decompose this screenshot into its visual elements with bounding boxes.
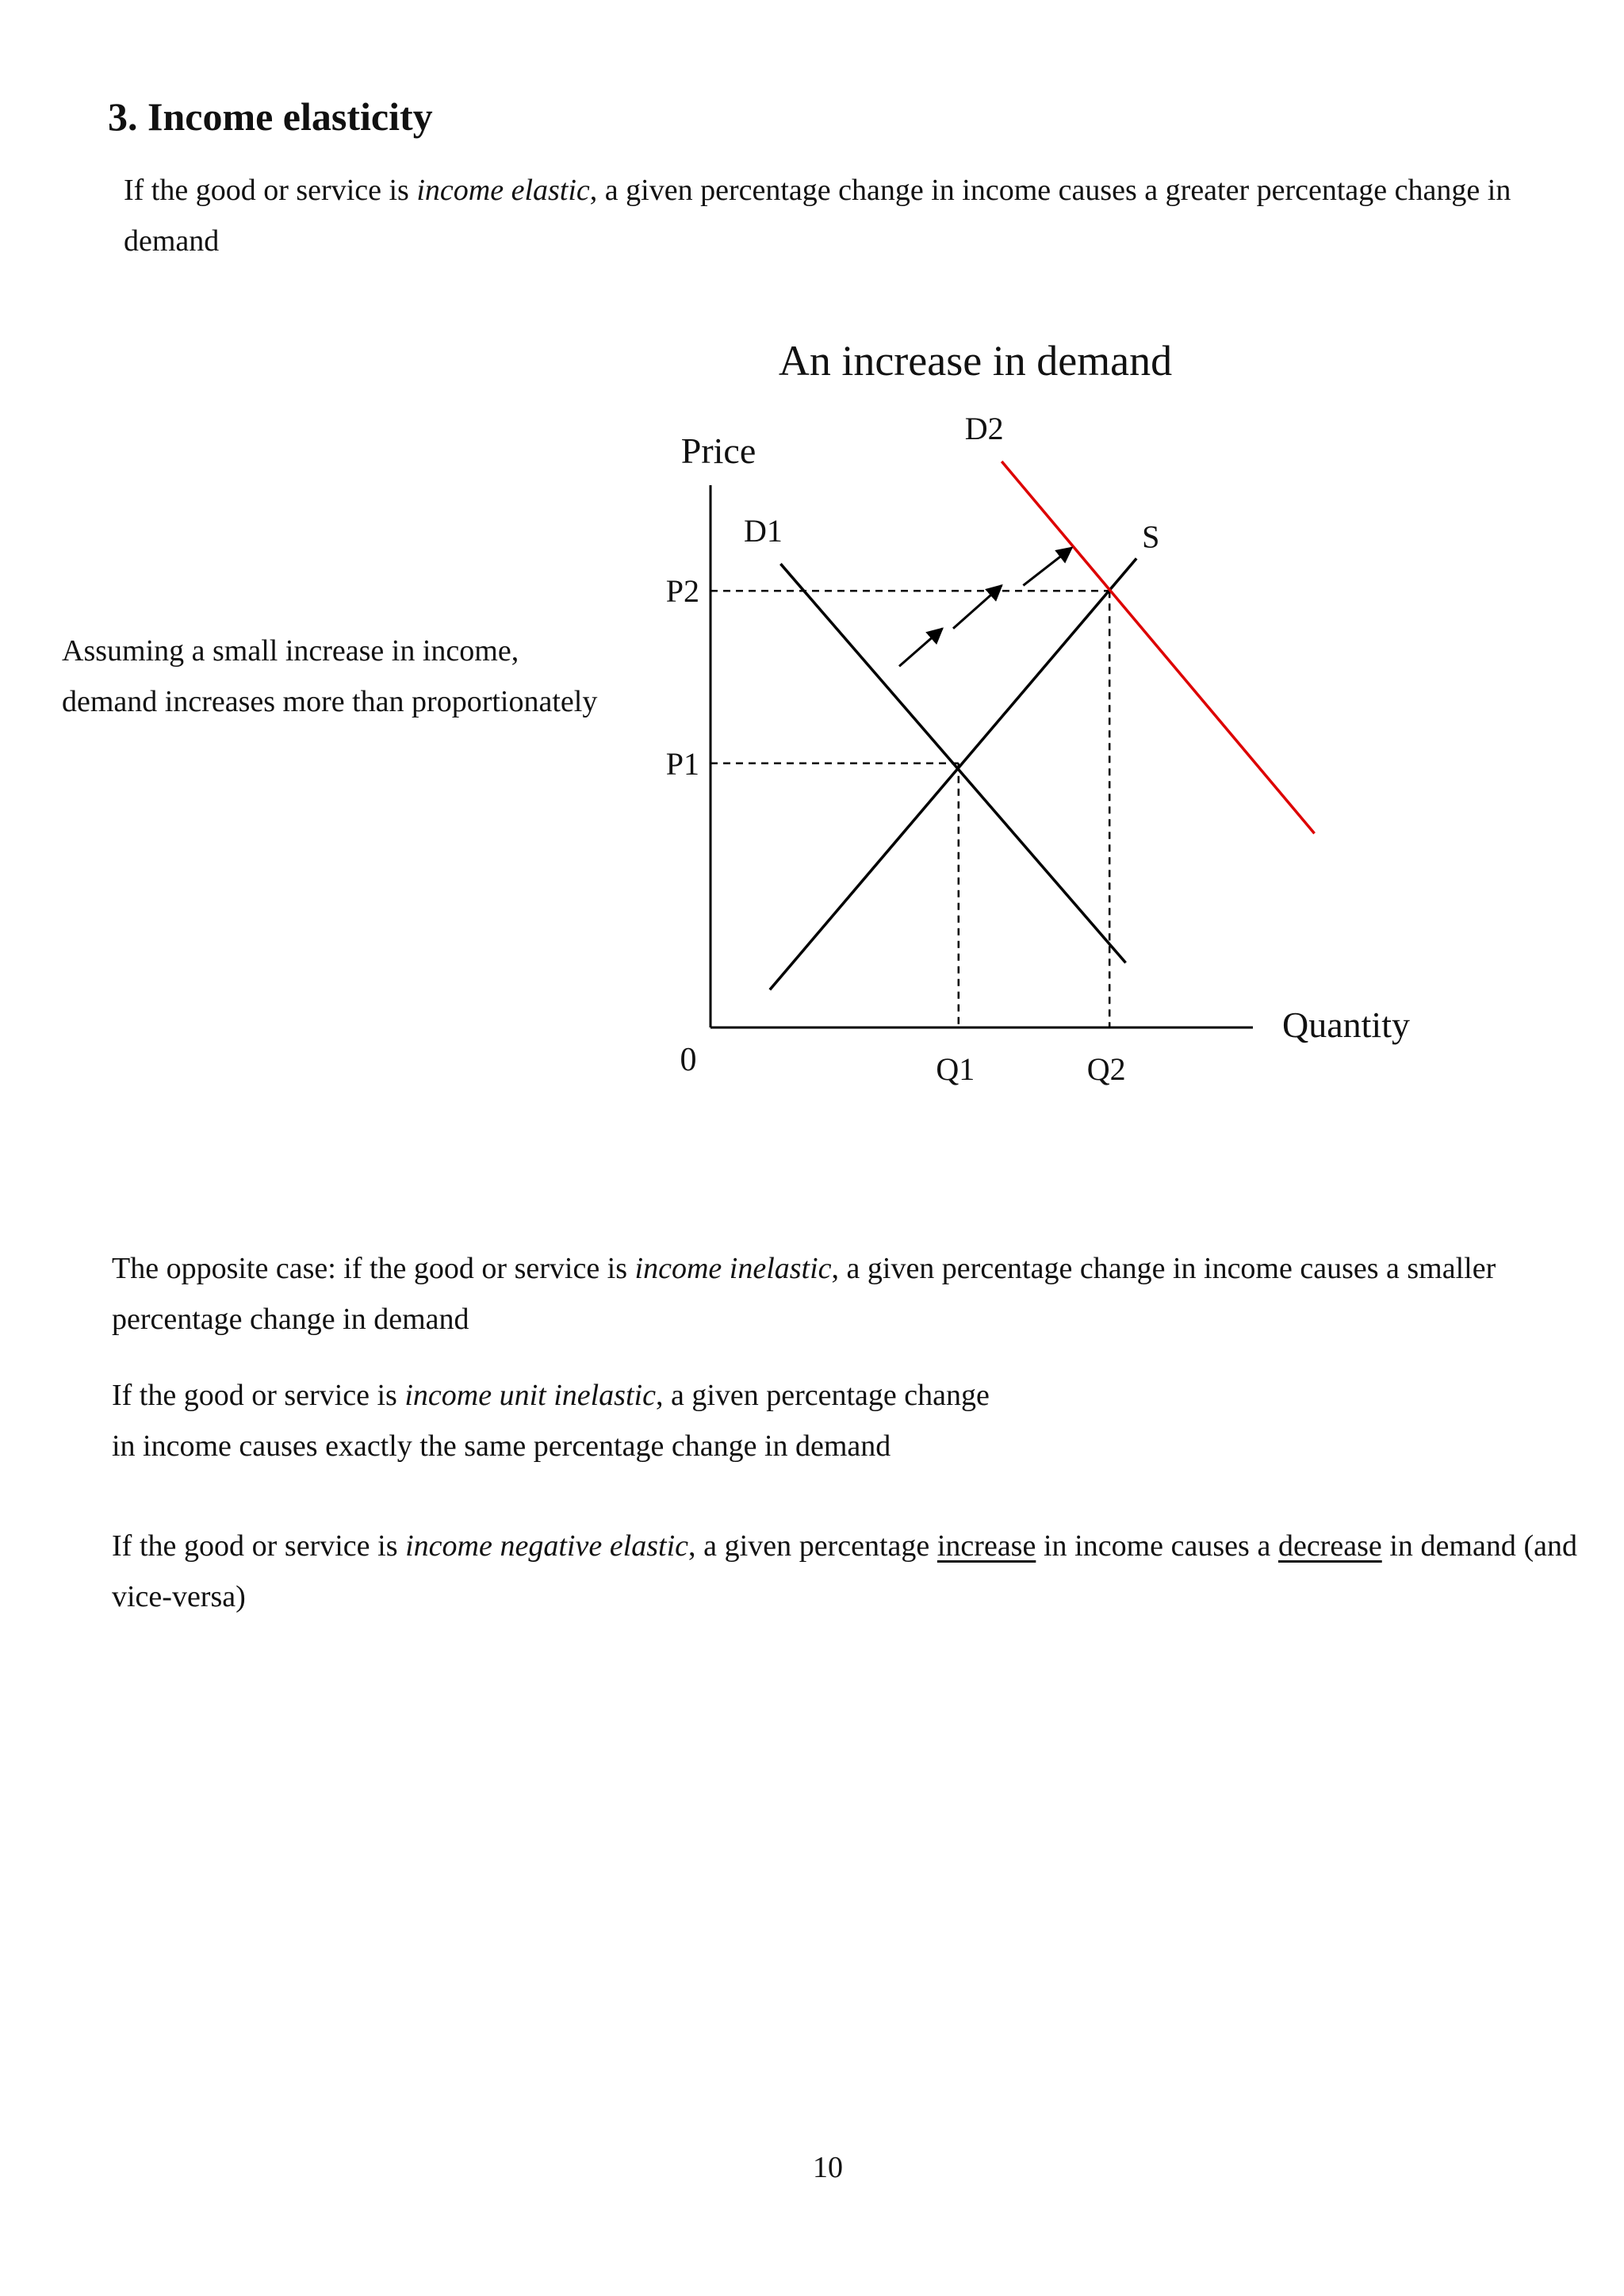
curve-label-s: S (1142, 519, 1160, 555)
negative-text-mid2: in income causes a (1036, 1529, 1278, 1563)
curve-label-d2: D2 (964, 411, 1004, 446)
opposite-term: income inelastic (634, 1252, 832, 1285)
shift-arrow-2 (953, 585, 1002, 628)
intro-text-after: , a given percentage change in income causes a greater percentage change in demand (124, 174, 1511, 258)
curve-label-d1: D1 (743, 513, 783, 549)
origin-label: 0 (680, 1042, 697, 1078)
negative-text-after: in demand (and vice-versa) (112, 1529, 1577, 1613)
quantity-label-2: Q2 (1086, 1051, 1126, 1087)
price-label-1: P1 (665, 745, 699, 782)
underlined-increase: increase (936, 1529, 1036, 1563)
curve-d1 (780, 564, 1125, 962)
opposite-paragraph (112, 1243, 1587, 1345)
shift-arrow-3 (1023, 548, 1071, 586)
page-number: 10 (813, 2151, 843, 2184)
price-label-2: P2 (665, 573, 699, 610)
unit-paragraph (112, 1370, 1143, 1471)
x-axis-label: Quantity (1282, 1004, 1410, 1045)
side-note: Assuming a small increase in income, demand increases more than proportionately (62, 634, 598, 718)
curve-d2 (1002, 461, 1314, 833)
negative-paragraph (112, 1521, 1577, 1622)
opposite-text-before: The opposite case: if the good or service is (112, 1252, 635, 1285)
intro-term: income elastic (416, 174, 590, 207)
unit-term: income unit inelastic (404, 1379, 656, 1412)
unit-text-line2: in income causes exactly the same percentage change in demand (112, 1429, 891, 1463)
unit-text-after: , a given percentage change (655, 1379, 990, 1412)
shift-arrow-1 (899, 629, 942, 667)
curve-labels (744, 411, 1159, 554)
quantity-label-1: Q1 (936, 1051, 975, 1087)
unit-text-before: If the good or service is (112, 1379, 405, 1412)
intro-text-before: If the good or service is (124, 174, 417, 207)
chart-title: An increase in demand (778, 337, 1173, 385)
y-axis-label: Price (680, 430, 756, 471)
curves (770, 461, 1315, 989)
negative-term: income negative elastic (405, 1529, 689, 1563)
negative-text-before: If the good or service is (112, 1529, 406, 1563)
negative-text-mid1: , a given percentage (688, 1529, 937, 1563)
opposite-text-after: , a given percentage change in income causes a smaller percentage change in demand (112, 1252, 1496, 1336)
section-heading: 3. Income elasticity (108, 94, 433, 139)
shift-arrows (899, 548, 1072, 667)
underlined-decrease: decrease (1277, 1529, 1382, 1563)
curve-s (770, 558, 1136, 989)
